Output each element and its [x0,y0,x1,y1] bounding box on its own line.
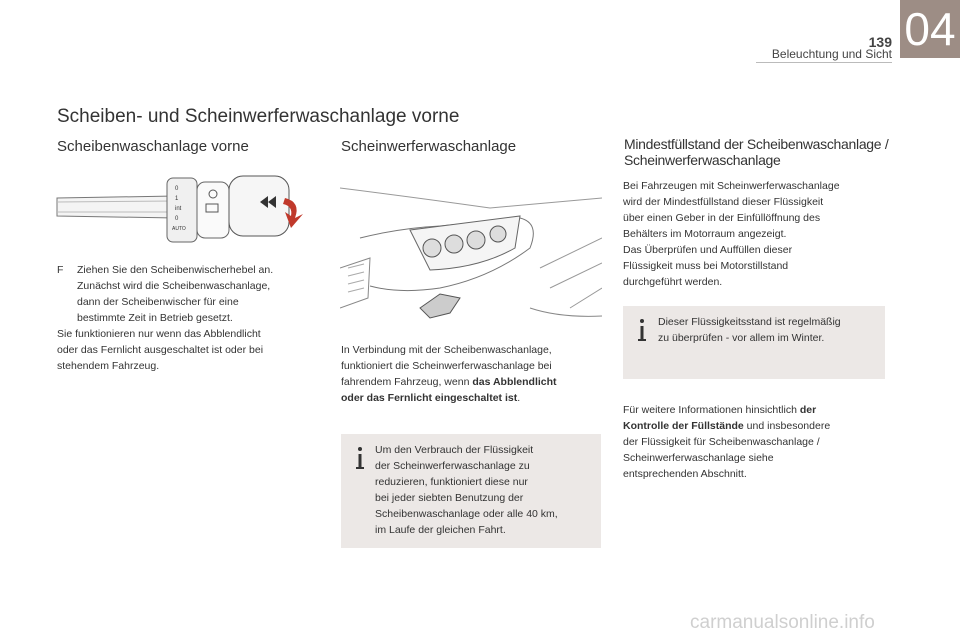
col2-para-line-1: In Verbindung mit der Scheibenwaschanlage, [341,344,552,356]
col3-more-line-1-bold: der [799,404,817,416]
col2-info-text [375,442,597,538]
lever-label-1: 1 [175,196,179,202]
col3-more-info [623,402,893,482]
col3-more-line-4: Scheinwerferwaschanlage siehe [623,452,774,464]
col3-more-line-2 [623,418,893,434]
col3-heading [624,136,894,168]
col2-info-line-5: Scheibenwaschanlage oder alle 40 km, [375,508,558,520]
col2-para-line-4-bold: oder das Fernlicht eingeschaltet ist [341,392,518,404]
info-icon [637,318,647,342]
col3-heading-line-2: Scheinwerferwaschanlage [624,152,781,168]
col3-para-line-6: Flüssigkeit muss bei Motorstillstand [623,260,789,272]
col3-more-line-2-bold: Kontrolle der Füllstände [623,420,744,432]
col3-paragraph [623,178,893,290]
bullet-line-4: bestimmte Zeit in Betrieb gesetzt. [77,312,233,324]
col2-heading: Scheinwerferwaschanlage [341,138,517,155]
col2-para-line-3 [341,374,603,390]
watermark: carmanualsonline.info [690,612,875,633]
headlamp-washer-illustration [340,168,602,336]
col1-para-line-2: oder das Fernlicht ausgeschaltet ist oder bei [57,344,264,356]
col3-more-line-3: der Flüssigkeit für Scheibenwaschanlage / [623,436,820,448]
bullet-symbol: F [57,264,64,276]
chapter-title: Beleuchtung und Sicht [771,47,892,61]
col3-info-text [658,314,882,346]
lever-label-0: 0 [175,186,179,192]
col3-para-line-1: Bei Fahrzeugen mit Scheinwerferwaschanlage [623,180,840,192]
bullet-line-2: Zunächst wird die Scheibenwaschanlage, [77,280,271,292]
col2-info-line-3: reduzieren, funktioniert diese nur [375,476,528,488]
col3-more-line-2-text: und insbesondere [743,420,831,432]
info-icon [355,446,365,470]
col3-more-line-5: entsprechenden Abschnitt. [623,468,747,480]
col3-para-line-5: Das Überprüfen und Auffüllen dieser [623,244,793,256]
lever-label-0b: 0 [175,216,179,222]
col3-para-line-3: über einen Geber in der Einfüllöffnung des [623,212,821,224]
col2-info-box [341,434,601,548]
col1-para-line-1: Sie funktionieren nur wenn das Abblendlicht [57,328,261,340]
col2-para-line-3-bold: das Abblendlicht [472,376,557,388]
lever-label-auto: AUTO [172,226,186,232]
col3-para-line-4: Behälters im Motorraum angezeigt. [623,228,787,240]
chapter-number-tab: 04 [900,0,960,58]
col2-paragraph [341,342,603,406]
col3-info-line-1: Dieser Flüssigkeitsstand ist regelmäßig [658,316,841,328]
col2-para-line-3-text: fahrendem Fahrzeug, wenn [341,376,473,388]
col3-heading-line-1: Mindestfüllstand der Scheibenwaschanlage / [624,136,889,152]
col2-para-line-4-text: . [517,392,521,404]
lever-label-int: int [175,206,182,212]
col3-info-box [623,306,885,379]
col2-para-line-2: funktioniert die Scheinwerferwaschanlage bei [341,360,552,372]
col3-para-line-7: durchgeführt werden. [623,276,723,288]
col1-instructions [57,262,327,374]
col2-info-line-6: im Laufe der gleichen Fahrt. [375,524,506,536]
main-title: Scheiben- und Scheinwerferwaschanlage vorne [57,106,460,127]
instruction-bullet [57,262,327,326]
wiper-lever-illustration [55,168,315,248]
col3-para-line-2: wird der Mindestfüllstand dieser Flüssigkeit [623,196,824,208]
col2-info-line-4: bei jeder siebten Benutzung der [375,492,524,504]
col1-para-line-3: stehendem Fahrzeug. [57,360,160,372]
col2-para-line-4 [341,390,603,406]
col3-more-line-1 [623,402,893,418]
col2-info-line-1: Um den Verbrauch der Flüssigkeit [375,444,534,456]
col3-more-line-1-text: Für weitere Informationen hinsichtlich [623,404,800,416]
bullet-line-1: Ziehen Sie den Scheibenwischerhebel an. [77,264,274,276]
col2-info-line-2: der Scheinwerferwaschanlage zu [375,460,530,472]
col1-heading: Scheibenwaschanlage vorne [57,138,249,155]
page-number: 139 [868,34,892,50]
bullet-line-3: dann der Scheibenwischer für eine [77,296,239,308]
col3-info-line-2: zu überprüfen - vor allem im Winter. [658,332,825,344]
header-rule [756,62,892,63]
